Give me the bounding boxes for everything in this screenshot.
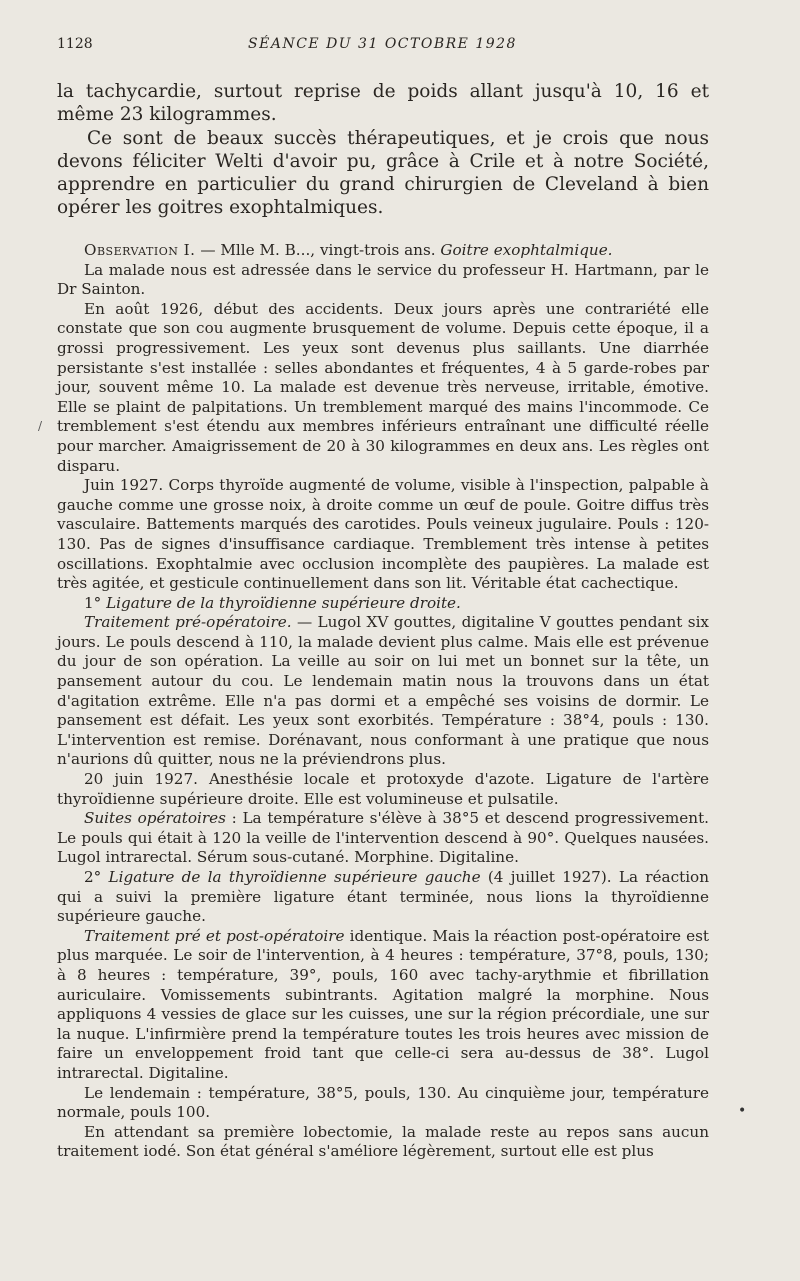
running-title: SÉANCE DU 31 OCTOBRE 1928 [248,36,517,52]
treatment-label: Traitement pré-opératoire. [84,613,292,632]
subheading-text: Ligature de la thyroïdienne supérieure droite. [106,593,461,612]
observation-paragraph: En août 1926, début des accidents. Deux jours après une contrariété elle constate que son cou augmente brusquement de volume. Depuis cette époque, il a grossi progressivement. Les yeux sont devenus plus saillants. Une diarrhée persistante s'est installée : selles abondantes et fréquentes, 4 à 5 garde-robes par jour, souvent même 10. La malade est devenue très nerveuse, irritable, émotive. Elle se plaint de palpitations. Un tremblement marqué des mains l'incommode. Ce tremblement s'est étendu aux membres inférieurs entraînant une difficulté réelle pour marcher. Amaigrissement de 20 à 30 kilogrammes en deux ans. Les règles ont disparu. [57,299,709,475]
observation-heading [57,241,709,261]
observation-label: Observation I. [84,241,196,259]
intro-paragraph-2: Ce sont de beaux succès thérapeutiques, et je crois que nous devons féliciter Welti d'avoir pu, grâce à Crile et à notre Société, apprendre en particulier du grand chirurgien de Cleveland à bien opérer les goitres exophtalmiques. [57,127,709,219]
observation-paragraph: Le lendemain : température, 38°5, pouls, 130. Au cinquième jour, température normale, pouls 100. [57,1083,709,1122]
observation-paragraph [57,809,709,868]
observation-paragraph: 20 juin 1927. Anesthésie locale et protoxyde d'azote. Ligature de l'artère thyroïdienne supérieure droite. Elle est volumineuse et pulsatile. [57,770,709,808]
intro-paragraph-1: la tachycardie, surtout reprise de poids allant jusqu'à 10, 16 et même 23 kilogrammes. [57,81,709,126]
suites-label: Suites opératoires [84,809,226,828]
subheading-text: Ligature de la thyroïdienne supérieure gauche [108,868,481,886]
subheading-rest: (4 juillet 1927). La réaction qui a suivi la première ligature étant terminée, nous lions la thyroïdienne supérieure gauche. [57,868,709,926]
page-number: 1128 [57,36,93,52]
treatment-text: — Lugol XV gouttes, digitaline V gouttes pendant six jours. Le pouls descend à 110, la malade devient plus calme. Mais elle est prévenue du jour de son opération. La veille au soir on lui met un bonnet sur la tête, un pansement autour du cou. Le lendemain matin nous la trouvons dans un état d'agitation extrême. Elle n'a pas dormi et a empêché ses voisins de dormir. Le pansement est défait. Les yeux sont exorbités. Température : 38°4, pouls : 130. L'intervention est remise. Dorénavant, nous conformant à une pratique que nous n'aurions dû quitter, nous ne la préviendrons plus. [57,613,709,769]
observation-paragraph: Juin 1927. Corps thyroïde augmenté de volume, visible à l'inspection, palpable à gauche comme une grosse noix, à droite comme un œuf de poule. Goitre diffus très vasculaire. Battements marqués des carotides. Pouls veineux jugulaire. Pouls : 120-130. Pas de signes d'insuffisance cardiaque. Tremblement très intense à petites oscillations. Exophtalmie avec occlusion incomplète des paupières. La malade est très agitée, et gesticule continuellement dans son lit. Véritable état cachectique. [57,476,709,593]
treatment-label: Traitement pré et post-opératoire [84,926,345,945]
observation-dash: — [195,241,221,259]
observation-paragraph: La malade nous est adressée dans le service du professeur H. Hartmann, par le Dr Sainton. [57,260,709,299]
observation-paragraph [57,613,709,770]
margin-mark-right: • [738,1103,747,1119]
margin-mark-left: / [38,419,43,433]
observation-diagnosis: Goitre exophtalmique. [440,241,613,259]
intro-text [57,80,709,220]
observation-patient: Mlle M. B..., vingt-trois ans. [220,241,441,259]
page-header [57,36,708,56]
observation-paragraph: En attendant sa première lobectomie, la malade reste au repos sans aucun traitement iodé. Son état général s'améliore légèrement, surtout elle est plus [57,1122,709,1161]
suites-text: : La température s'élève à 38°5 et descend progressivement. Le pouls qui était à 120 la veille de l'intervention descend à 90°. Quelques nausées. Lugol intrarectal. Sérum sous-cutané. Morphine. Digitaline. [57,809,709,867]
subheading-number: 1° [84,593,107,612]
observation-paragraph [57,927,709,1084]
subheading-number: 2° [84,868,109,886]
treatment-text: identique. Mais la réaction post-opératoire est plus marquée. Le soir de l'intervention, à 4 heures : température, 37°8, pouls, 130; à 8 heures : température, 39°, pouls, 160 avec tachy-arythmie et fibrillation auriculaire. Vomissements subintrants. Agitation malgré la morphine. Nous appliquons 4 vessies de glace sur les cuisses, une sur la région précordiale, une sur la nuque. L'infirmière prend la température toutes les trois heures avec mission de faire un enveloppement froid tant que celle-ci sera au-dessus de 38°. Lugol intrarectal. Digitaline. [57,926,709,1082]
subheading-ligature-right [57,594,709,614]
observation-section [57,241,709,1162]
subheading-ligature-left [57,868,709,927]
